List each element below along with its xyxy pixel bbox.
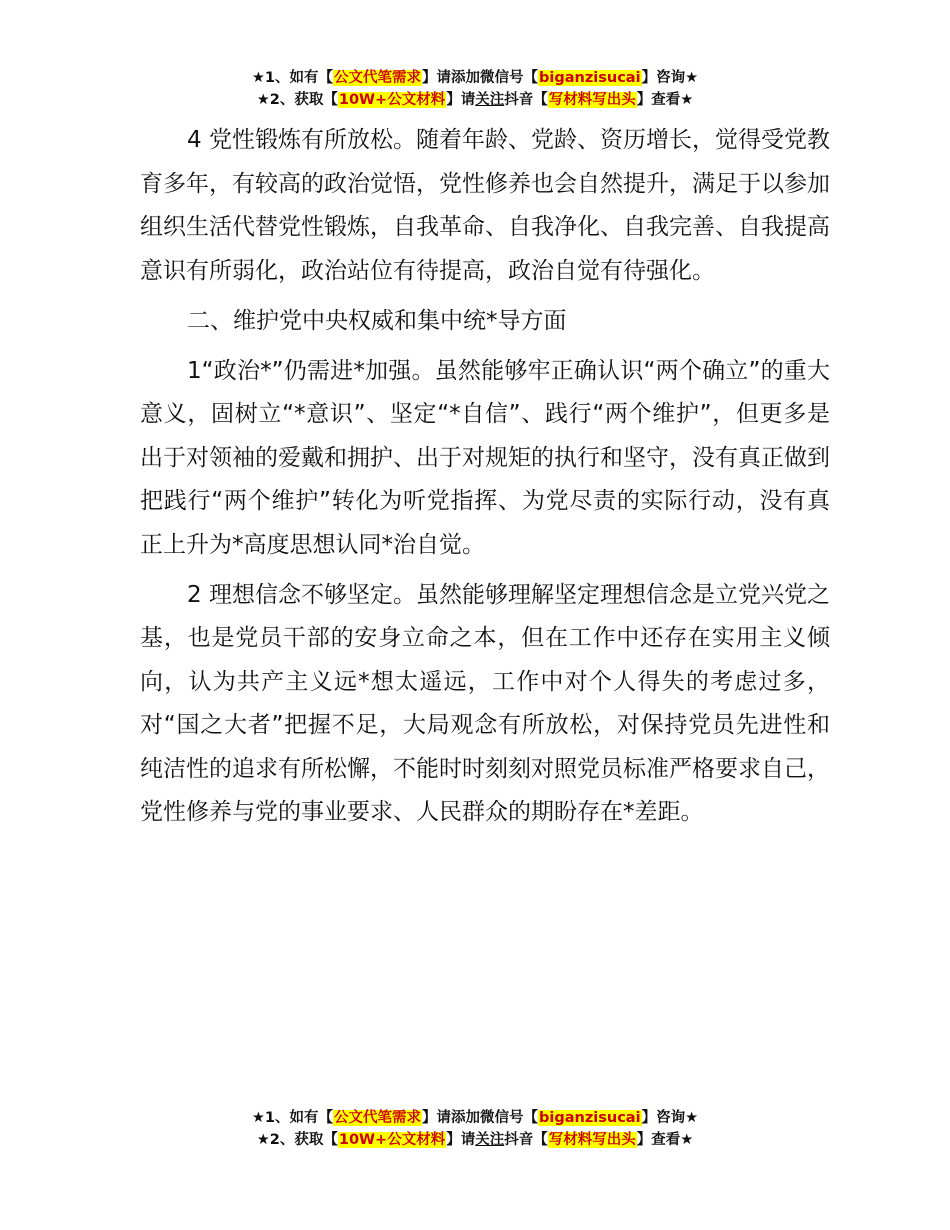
footer-banner (0, 1107, 950, 1151)
paragraph-ideals-beliefs: 2 理想信念不够坚定。虽然能够理解坚定理想信念是立党兴党之基，也是党员干部的安身立命之本，但在工作中还存在实用主义倾向，认为共产主义远*想太遥远，工作中对个人得失的考虑过多，对“国之大者”把握不足，大局观念有所放松，对保持党员先进性和纯洁性的追求有所松懈，不能时时刻刻对照党员标准严格要求自己，党性修养与党的事业要求、人民群众的期盼存在*差距。 (140, 581, 830, 825)
paragraph-political: 1“政治*”仍需进*加强。虽然能够牢正确认识“两个确立”的重大意义，固树立“*意识”、坚定“*自信”、践行“两个维护”，但更多是出于对领袖的爱戴和拥护、出于对规矩的执行和坚守，没有真正做到把践行“两个维护”转化为听党指挥、为党尽责的实际行动，没有真正上升为*高度思想认同*治自觉。 (140, 357, 830, 558)
banner-highlight: 10W+公文材料 (338, 1132, 446, 1148)
section-heading: 二、维护党中央权威和集中统*导方面 (187, 307, 567, 334)
banner-underlined-text: 关注 (475, 1132, 505, 1148)
banner-highlight: 写材料写出头 (548, 1132, 636, 1148)
banner-text: 】请添加微信号【 (422, 1110, 539, 1126)
document-body (140, 119, 830, 841)
banner-highlight: 写材料写出头 (548, 92, 636, 108)
star-icon: ★ (251, 70, 265, 86)
banner-line-2 (0, 1129, 950, 1151)
banner-underlined-text: 关注 (475, 92, 505, 108)
banner-text: 】请 (446, 1132, 476, 1148)
banner-highlight: 公文代笔需求 (334, 1110, 422, 1126)
banner-line-1 (0, 67, 950, 89)
banner-highlight: 公文代笔需求 (334, 70, 422, 86)
paragraph-party-discipline: 4 党性锻炼有所放松。随着年龄、党龄、资历增长，觉得受党教育多年，有较高的政治觉悟，党性修养也会自然提升，满足于以参加组织生活代替党性锻炼，自我革命、自我净化、自我完善、自我提高意识有所弱化，政治站位有待提高，政治自觉有待强化。 (140, 127, 830, 284)
star-icon: ★ (251, 1110, 265, 1126)
banner-text: 】请 (446, 92, 476, 108)
star-icon: ★ (680, 1132, 694, 1148)
banner-text: 2、获取【 (269, 1132, 338, 1148)
banner-highlight: biganzisucai (539, 1110, 641, 1126)
banner-text: 抖音【 (504, 1132, 548, 1148)
star-icon: ★ (256, 1132, 270, 1148)
banner-text: 2、获取【 (269, 92, 338, 108)
banner-text: 】请添加微信号【 (422, 70, 539, 86)
banner-text: 】咨询 (641, 70, 686, 86)
banner-line-2 (0, 89, 950, 111)
header-banner (0, 67, 950, 111)
star-icon: ★ (685, 1110, 699, 1126)
banner-highlight: biganzisucai (539, 70, 641, 86)
banner-text: 1、如有【 (264, 70, 334, 86)
banner-text: 】咨询 (641, 1110, 686, 1126)
banner-text: 1、如有【 (264, 1110, 334, 1126)
banner-text: 】查看 (636, 92, 681, 108)
banner-highlight: 10W+公文材料 (338, 92, 446, 108)
star-icon: ★ (256, 92, 270, 108)
banner-text: 】查看 (636, 1132, 681, 1148)
star-icon: ★ (680, 92, 694, 108)
banner-line-1 (0, 1107, 950, 1129)
star-icon: ★ (685, 70, 699, 86)
banner-text: 抖音【 (504, 92, 548, 108)
